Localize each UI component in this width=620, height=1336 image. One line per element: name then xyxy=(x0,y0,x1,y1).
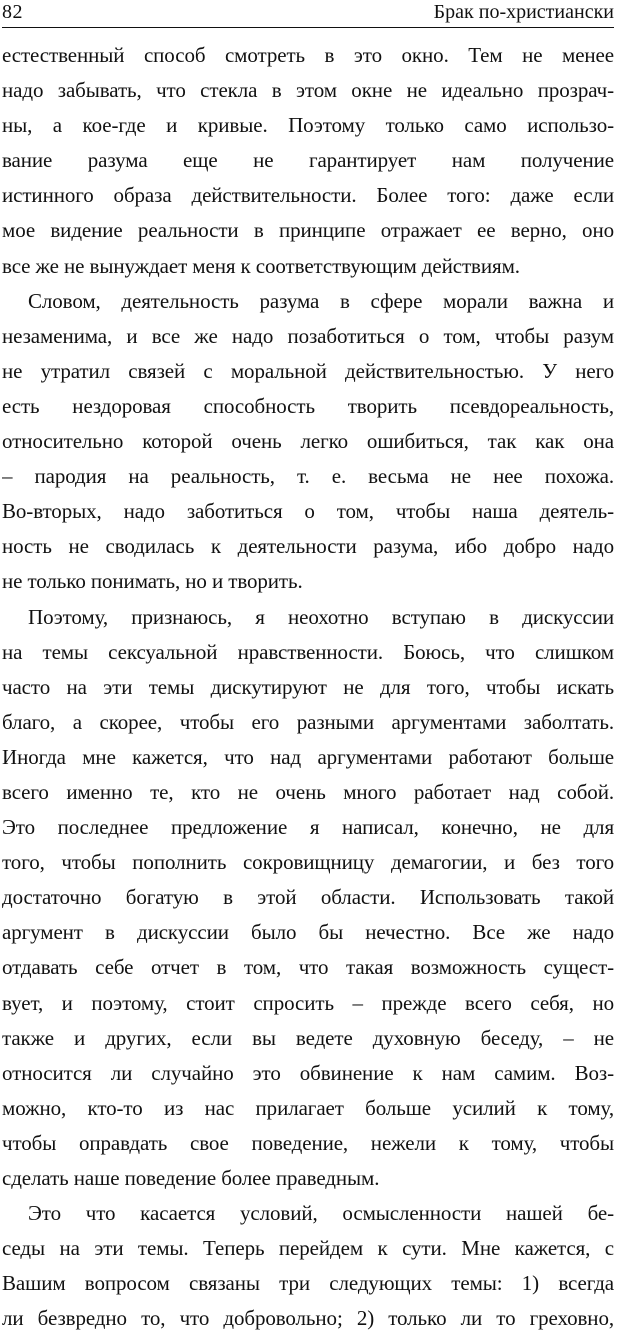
text-line: ли безвредно то, что добровольно; 2) только ли то греховно, xyxy=(2,1306,614,1331)
text-line: всего именно те, кто не очень много работает над собой. xyxy=(2,779,614,804)
text-line: вует, и поэтому, стоит спросить – прежде всего себя, но xyxy=(2,990,614,1015)
page-header xyxy=(2,0,614,26)
text-line: Это последнее предложение я написал, конечно, не для xyxy=(2,815,614,840)
text-line: ность не сводилась к деятельности разума, ибо добро надо xyxy=(2,534,614,559)
text-line: Вашим вопросом связаны три следующих темы: 1) всегда xyxy=(2,1271,614,1296)
text-line: отдавать себе отчет в том, что такая возможность сущест- xyxy=(2,955,614,980)
text-line: истинного образа действительности. Более того: даже если xyxy=(2,183,614,208)
paragraph xyxy=(2,1196,614,1336)
text-line: благо, а скорее, чтобы его разными аргументами заболтать. xyxy=(2,709,614,734)
text-line: Это что касается условий, осмысленности нашей бе- xyxy=(28,1201,614,1226)
paragraph xyxy=(2,600,614,1197)
text-line: – пародия на реальность, т. е. весьма не нее похожа. xyxy=(2,464,614,489)
text-line: чтобы оправдать свое поведение, нежели к тому, чтобы xyxy=(2,1130,614,1155)
text-line: естественный способ смотреть в это окно. Тем не менее xyxy=(2,43,614,67)
text-line: есть нездоровая способность творить псевдореальность, xyxy=(2,393,614,418)
text-line: Словом, деятельность разума в сфере морали важна и xyxy=(28,288,614,313)
text-line: седы на эти темы. Теперь перейдем к сути. Мне кажется, с xyxy=(2,1236,614,1261)
running-title: Брак по-христиански xyxy=(433,1,614,23)
text-line: не утратил связей с моральной действительностью. У него xyxy=(2,358,614,383)
page-number: 82 xyxy=(2,1,23,23)
text-line: можно, кто-то из нас прилагает больше усилий к тому, xyxy=(2,1095,614,1120)
text-line: достаточно богатую в этой области. Использовать такой xyxy=(2,885,614,910)
text-line: вание разума еще не гарантирует нам получение xyxy=(2,148,614,173)
text-line: относительно которой очень легко ошибиться, так как она xyxy=(2,429,614,454)
text-line: не только понимать, но и творить. xyxy=(2,569,303,594)
text-line: незаменима, и все же надо позаботиться о том, чтобы разум xyxy=(2,323,614,348)
body-text xyxy=(2,38,614,1336)
text-line: также и других, если вы ведете духовную беседу, – не xyxy=(2,1025,614,1050)
text-line: ны, а кое-где и кривые. Поэтому только само использо- xyxy=(2,113,614,138)
text-line: аргумент в дискуссии было бы нечестно. Все же надо xyxy=(2,920,614,945)
text-line: на темы сексуальной нравственности. Боюсь, что слишком xyxy=(2,639,614,664)
text-line: мое видение реальности в принципе отражает ее верно, оно xyxy=(2,218,614,243)
header-rule xyxy=(2,27,614,28)
text-line: надо забывать, что стекла в этом окне не идеально прозрач- xyxy=(2,78,614,103)
text-line: все же не вынуждает меня к соответствующим действиям. xyxy=(2,253,520,278)
text-line: Во-вторых, надо заботиться о том, чтобы наша деятель- xyxy=(2,499,614,524)
text-line: Поэтому, признаюсь, я неохотно вступаю в дискуссии xyxy=(28,604,614,629)
text-line: относится ли случайно это обвинение к нам самим. Воз- xyxy=(2,1060,614,1085)
paragraph xyxy=(2,284,614,600)
text-line: часто на эти темы дискутируют не для того, чтобы искать xyxy=(2,674,614,699)
text-line: того, чтобы пополнить сокровищницу демагогии, и без того xyxy=(2,850,614,875)
text-line: Иногда мне кажется, что над аргументами работают больше xyxy=(2,744,614,769)
text-line: сделать наше поведение более праведным. xyxy=(2,1166,380,1190)
paragraph xyxy=(2,38,614,284)
